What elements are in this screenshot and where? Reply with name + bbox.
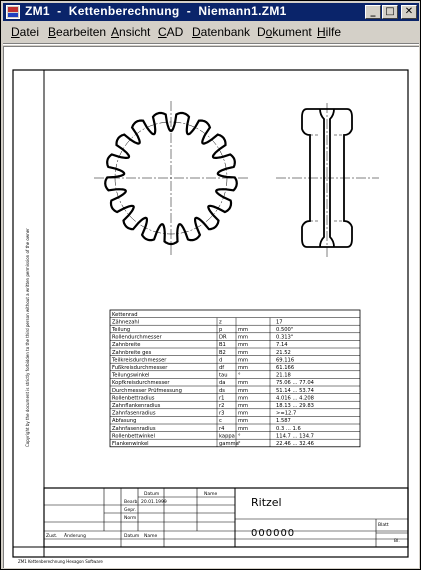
table-cell: 18.13 ... 29.83 bbox=[276, 403, 314, 409]
table-cell: 114.7 ... 134.7 bbox=[276, 433, 314, 440]
menu-cad[interactable]: CAD bbox=[158, 25, 184, 39]
table-cell: 61.166 bbox=[276, 365, 295, 371]
table-cell: DR bbox=[219, 334, 227, 341]
table-cell: Zahnbreite bbox=[112, 342, 141, 349]
maximize-button[interactable]: □ bbox=[382, 5, 398, 19]
tb-datum: Datum bbox=[144, 492, 160, 497]
menu-dokument[interactable]: Dokument bbox=[257, 25, 312, 39]
table-cell: Zahnfasenradius bbox=[112, 410, 156, 417]
table-cell: 69.116 bbox=[276, 357, 295, 364]
table-cell: r3 bbox=[219, 410, 225, 417]
close-button[interactable]: ✕ bbox=[401, 5, 417, 19]
menu-separator bbox=[3, 43, 419, 45]
minimize-button[interactable]: _ bbox=[365, 5, 381, 19]
table-cell: Rollenbettwinkel bbox=[112, 433, 155, 440]
sheet-outer-border bbox=[13, 70, 408, 557]
table-cell: tau bbox=[219, 372, 228, 379]
table-cell: Durchmesser Prüfmessung bbox=[112, 387, 182, 394]
title-bar[interactable] bbox=[3, 3, 419, 21]
tb-bearb-date: 20.01.1999 bbox=[141, 500, 167, 505]
table-cell: ° bbox=[238, 441, 241, 447]
table-cell: mm bbox=[238, 327, 249, 333]
table-cell: Zahnflankenradius bbox=[112, 403, 161, 409]
table-cell: Flankenwinkel bbox=[112, 441, 149, 447]
table-cell: 7.14 bbox=[276, 342, 288, 349]
table-cell: Fußkreisdurchmesser bbox=[112, 365, 168, 371]
table-cell: Zahnbreite ges bbox=[112, 349, 152, 356]
table-cell: ds bbox=[219, 387, 225, 394]
table-cell: mm bbox=[238, 342, 249, 349]
bottom-note: ZM1 Kettenberechnung Hexagon Software bbox=[18, 559, 103, 564]
tb-datum-2: Datum bbox=[124, 534, 140, 539]
table-cell: 0.500" bbox=[276, 327, 294, 333]
table-cell: 4.016 ... 4.208 bbox=[276, 395, 314, 402]
table-cell: ° bbox=[238, 372, 241, 379]
table-cell: mm bbox=[238, 403, 249, 409]
tb-norm: Norm bbox=[124, 516, 137, 521]
part-name: Ritzel bbox=[251, 496, 282, 509]
table-cell: B2 bbox=[219, 349, 226, 356]
tb-zust: Zust. bbox=[46, 534, 58, 539]
table-cell: z bbox=[219, 319, 222, 326]
tb-bearb: Bearb. bbox=[124, 500, 139, 505]
table-cell: Zähnezahl bbox=[112, 319, 140, 326]
sprocket-side-view[interactable] bbox=[276, 103, 379, 257]
table-cell: da bbox=[219, 380, 226, 387]
table-cell: mm bbox=[238, 334, 249, 341]
table-cell: r2 bbox=[219, 403, 225, 409]
menu-bearbeiten[interactable]: Bearbeiten bbox=[48, 25, 107, 39]
table-cell: mm bbox=[238, 380, 249, 387]
table-cell: mm bbox=[238, 410, 249, 417]
table-cell: Teilungswinkel bbox=[112, 372, 150, 379]
table-cell: Teilung bbox=[112, 327, 131, 333]
table-cell: mm bbox=[238, 349, 249, 356]
table-cell: 1.587 bbox=[276, 418, 291, 425]
drawing-canvas[interactable] bbox=[3, 46, 419, 568]
table-cell: 75.06 ... 77.04 bbox=[276, 380, 314, 387]
table-cell: 22.46 ... 32.46 bbox=[276, 441, 314, 447]
menu-bar bbox=[3, 22, 419, 42]
table-cell: mm bbox=[238, 387, 249, 394]
drawing-number: 000000 bbox=[251, 528, 296, 539]
menu-hilfe[interactable]: Hilfe bbox=[317, 25, 342, 39]
table-cell: Zahnfasenradius bbox=[112, 425, 156, 432]
table-cell: df bbox=[219, 365, 225, 371]
table-title: Kettenrad bbox=[112, 311, 138, 318]
table-cell: 0.313" bbox=[276, 334, 294, 341]
window-title: ZM1 - Kettenberechnung - Niemann1.ZM1 bbox=[25, 4, 287, 18]
table-cell: Teilkreisdurchmesser bbox=[112, 357, 167, 364]
tb-name: Name bbox=[204, 492, 218, 497]
table-cell: mm bbox=[238, 395, 249, 402]
table-cell: 0.3 ... 1.6 bbox=[276, 425, 301, 432]
menu-datenbank[interactable]: Datenbank bbox=[192, 25, 251, 39]
tb-name-2: Name bbox=[144, 534, 158, 539]
table-cell: Rollendurchmesser bbox=[112, 334, 162, 341]
data-table[interactable] bbox=[110, 310, 360, 447]
table-cell: p bbox=[219, 327, 223, 333]
table-cell: mm bbox=[238, 425, 249, 432]
table-cell: mm bbox=[238, 418, 249, 425]
margin-note: Copyright by the document is strictly forbidden to the third person without a written permission of the owner bbox=[25, 228, 30, 447]
table-cell: r1 bbox=[219, 395, 225, 402]
menu-datei[interactable]: Datei bbox=[11, 25, 40, 39]
tb-aenderung: Änderung bbox=[64, 534, 86, 539]
table-cell: kappa bbox=[219, 433, 235, 440]
title-block bbox=[44, 488, 408, 547]
table-cell: 17 bbox=[276, 319, 283, 326]
app-icon[interactable] bbox=[6, 5, 20, 19]
table-cell: B1 bbox=[219, 342, 226, 349]
table-cell: >=12.7 bbox=[276, 410, 297, 417]
drawing-sheet bbox=[4, 47, 418, 567]
table-cell: 21.18 bbox=[276, 372, 291, 379]
tb-gepr: Gepr. bbox=[124, 508, 136, 513]
table-cell: mm bbox=[238, 357, 249, 364]
table-cell: Abfasung bbox=[112, 418, 137, 425]
table-cell: mm bbox=[238, 365, 249, 371]
table-cell: gamma bbox=[219, 441, 239, 447]
table-cell: r4 bbox=[219, 425, 225, 432]
table-cell: 21.52 bbox=[276, 349, 291, 356]
tb-bl: Bl. bbox=[394, 539, 400, 544]
tb-blatt: Blatt bbox=[378, 523, 389, 528]
menu-ansicht[interactable]: Ansicht bbox=[111, 25, 151, 39]
table-cell: c bbox=[219, 418, 222, 425]
table-cell: 51.14 ... 53.74 bbox=[276, 387, 314, 394]
table-cell: d bbox=[219, 357, 223, 364]
table-cell: Kopfkreisdurchmesser bbox=[112, 380, 170, 387]
table-cell: Rollenbettradius bbox=[112, 395, 155, 402]
table-cell: ° bbox=[238, 433, 241, 440]
sprocket-front-view[interactable] bbox=[94, 101, 248, 255]
